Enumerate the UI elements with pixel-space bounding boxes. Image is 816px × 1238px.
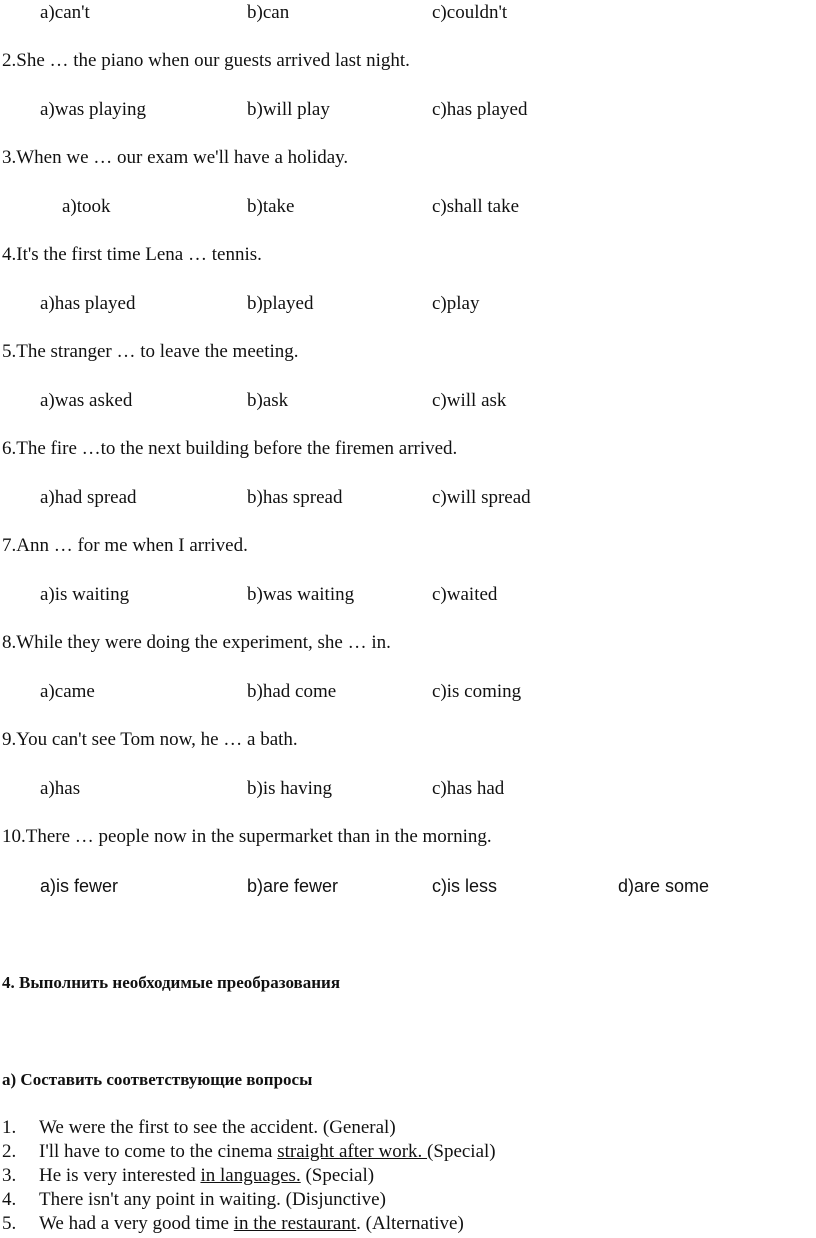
task-text: There isn't any point in waiting. (Disjunctive) xyxy=(39,1189,386,1210)
q8-option-b: b)had come xyxy=(247,681,337,702)
q9-option-c: c)has had xyxy=(432,778,505,799)
task-underlined: in languages. xyxy=(200,1165,301,1186)
task-number: 5. xyxy=(2,1213,17,1234)
subsection-a-heading: а) Составить соответствующие вопросы xyxy=(2,1070,313,1089)
q9-number: 9. xyxy=(2,729,17,750)
task-suffix: (Special) xyxy=(427,1141,496,1162)
q4-number: 4. xyxy=(2,244,17,265)
q10-option-c: c)is less xyxy=(432,876,498,896)
q6-option-b: b)has spread xyxy=(247,487,343,508)
q1-option-b: b)can xyxy=(247,2,290,23)
q10-stem-text: There … people now in the supermarket than in the morning. xyxy=(25,826,492,847)
q4-stem-text: It's the first time Lena … tennis. xyxy=(16,244,262,265)
task-text: We were the first to see the accident. (General) xyxy=(39,1117,396,1138)
q2-stem xyxy=(2,50,410,72)
q10-number: 10. xyxy=(2,826,26,847)
task-number: 1. xyxy=(2,1117,17,1138)
q7-option-a: a)is waiting xyxy=(40,584,130,605)
task-number: 4. xyxy=(2,1189,17,1210)
q5-stem-text: The stranger … to leave the meeting. xyxy=(16,341,299,362)
task-item-1 xyxy=(2,1117,396,1139)
q8-option-c: c)is coming xyxy=(432,681,522,702)
q10-stem xyxy=(2,826,492,848)
q8-stem xyxy=(2,632,391,654)
task-item-3 xyxy=(2,1165,374,1187)
q8-number: 8. xyxy=(2,632,17,653)
task-item-4 xyxy=(2,1189,386,1211)
q2-option-c: c)has played xyxy=(432,99,528,120)
q4-stem xyxy=(2,244,262,266)
q7-option-b: b)was waiting xyxy=(247,584,355,605)
task-text: I'll have to come to the cinema xyxy=(39,1141,278,1162)
task-item-2 xyxy=(2,1141,496,1163)
task-number: 2. xyxy=(2,1141,17,1162)
q5-option-a: a)was asked xyxy=(40,390,133,411)
q6-number: 6. xyxy=(2,438,17,459)
q7-option-c: c)waited xyxy=(432,584,498,605)
q8-stem-text: While they were doing the experiment, she … in. xyxy=(16,632,391,653)
q5-option-b: b)ask xyxy=(247,390,289,411)
q3-option-c: c)shall take xyxy=(432,196,520,217)
task-item-5 xyxy=(2,1213,464,1235)
task-text: We had a very good time xyxy=(39,1213,234,1234)
q2-number: 2. xyxy=(2,50,17,71)
q2-option-b: b)will play xyxy=(247,99,330,120)
q5-stem xyxy=(2,341,299,363)
q5-option-c: c)will ask xyxy=(432,390,507,411)
section-4-heading: 4. Выполнить необходимые преобразования xyxy=(2,973,341,992)
task-suffix: . (Alternative) xyxy=(356,1213,464,1234)
task-underlined: straight after work. xyxy=(277,1141,428,1162)
q9-stem-text: You can't see Tom now, he … a bath. xyxy=(16,729,298,750)
q3-number: 3. xyxy=(2,147,17,168)
q9-option-a: a)has xyxy=(40,778,81,799)
q10-option-d: d)are some xyxy=(618,876,710,896)
task-suffix: (Special) xyxy=(300,1165,375,1186)
q1-option-c: c)couldn't xyxy=(432,2,508,23)
q3-option-a: a)took xyxy=(62,196,111,217)
q6-stem xyxy=(2,438,457,460)
q7-number: 7. xyxy=(2,535,17,556)
q4-option-b: b)played xyxy=(247,293,314,314)
q6-option-a: a)had spread xyxy=(40,487,137,508)
q7-stem xyxy=(2,535,248,557)
q3-stem xyxy=(2,147,348,169)
q10-option-b: b)are fewer xyxy=(247,876,339,896)
q1-option-a: a)can't xyxy=(40,2,90,23)
task-text: He is very interested xyxy=(39,1165,201,1186)
q3-stem-text: When we … our exam we'll have a holiday. xyxy=(16,147,349,168)
task-number: 3. xyxy=(2,1165,17,1186)
q2-option-a: a)was playing xyxy=(40,99,147,120)
q6-stem-text: The fire …to the next building before the firemen arrived. xyxy=(16,438,458,459)
q10-option-a: a)is fewer xyxy=(40,876,119,896)
task-underlined: in the restaurant xyxy=(233,1213,357,1234)
q9-stem xyxy=(2,729,298,751)
q6-option-c: c)will spread xyxy=(432,487,531,508)
q4-option-c: c)play xyxy=(432,293,480,314)
q3-option-b: b)take xyxy=(247,196,295,217)
q8-option-a: a)came xyxy=(40,681,95,702)
q9-option-b: b)is having xyxy=(247,778,332,799)
q7-stem-text: Ann … for me when I arrived. xyxy=(16,535,248,556)
q4-option-a: a)has played xyxy=(40,293,136,314)
q2-stem-text: She … the piano when our guests arrived last night. xyxy=(16,50,410,71)
q5-number: 5. xyxy=(2,341,17,362)
